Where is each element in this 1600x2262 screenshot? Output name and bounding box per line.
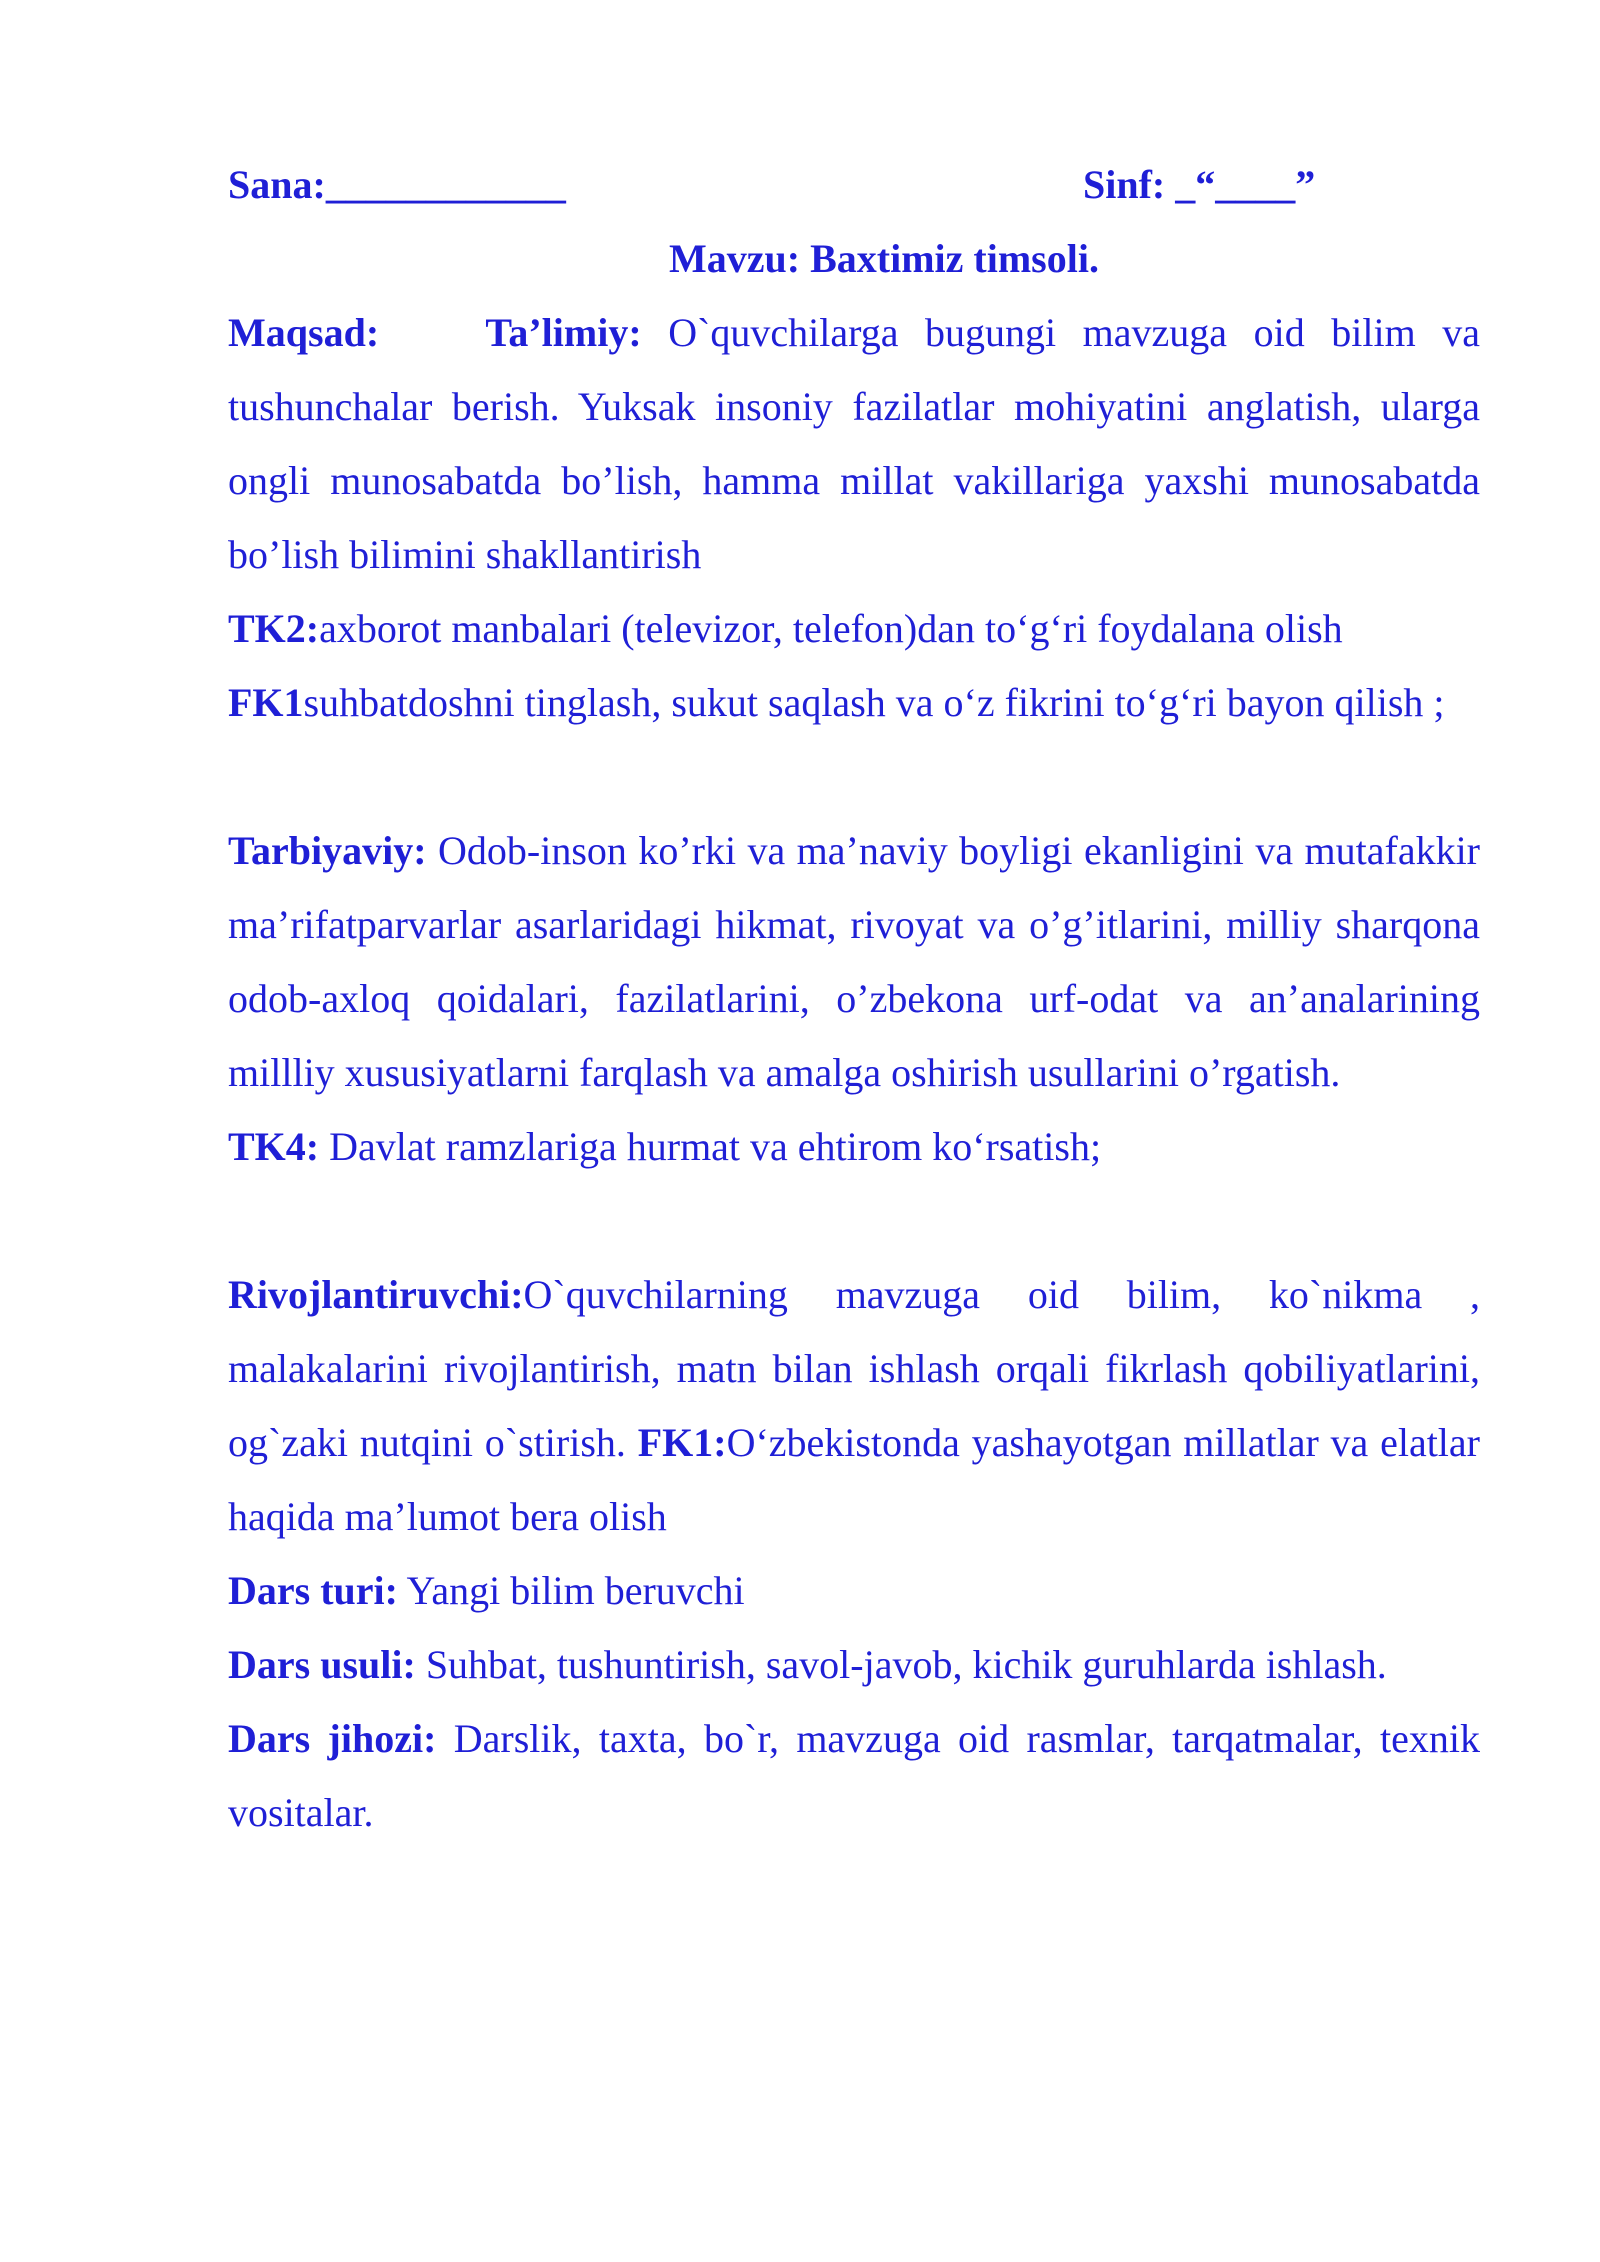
spacer [228, 1184, 1480, 1258]
dars-jihozi-paragraph [228, 1702, 1480, 1850]
tarbiyaviy-paragraph [228, 814, 1480, 1110]
fk1b-label: FK1: [637, 1420, 727, 1465]
rivojlantiruvchi-label: Rivojlantiruvchi: [228, 1272, 524, 1317]
talimiy-label: Ta’limiy: [485, 310, 642, 355]
rivojlantiruvchi-text: O`quvchilarning mavzuga oid bilim, ko`nikma , malakalarini rivojlantirish, matn bilan ishlash orqali fikrlash qobiliyatlarini, og`zaki nutqini o`stirish. [228, 1272, 1480, 1465]
fk1-label: FK1 [228, 680, 304, 725]
header-row [228, 148, 1480, 222]
fk1-text: suhbatdoshni tinglash, sukut saqlash va o‘z fikrini to‘g‘ri bayon qilish ; [303, 680, 1445, 725]
dars-usuli-text: Suhbat, tushuntirish, savol-javob, kichik guruhlarda ishlash. [425, 1642, 1387, 1687]
dars-jihozi-text: Darslik, taxta, bo`r, mavzuga oid rasmlar, tarqatmalar, texnik vositalar. [228, 1716, 1481, 1835]
sana-field: Sana:____________ [228, 162, 566, 207]
fk1-paragraph [228, 666, 1480, 740]
dars-usuli-paragraph [228, 1628, 1480, 1702]
tarbiyaviy-label: Tarbiyaviy: [228, 828, 427, 873]
sinf-field: Sinf: _“____” [1083, 162, 1316, 207]
dars-turi-text: Yangi bilim beruvchi [406, 1568, 745, 1613]
dars-jihozi-label: Dars jihozi: [228, 1716, 437, 1761]
tarbiyaviy-text: Odob-inson ko’rki va ma’naviy boyligi ekanligini va mutafakkir ma’rifatparvarlar asarlaridagi hikmat, rivoyat va o’g’itlarini, milliy sharqona odob-axloq qoidalari, fazilatlarini, o’zbekona urf-odat va an’analarining millliy xususiyatlarni farqlash va amalga oshirish usullarini o’rgatish. [228, 828, 1480, 1095]
spacer [228, 740, 1480, 814]
tk4-paragraph [228, 1110, 1480, 1184]
document-page [228, 148, 1480, 1850]
talimiy-paragraph [228, 296, 1480, 592]
talimiy-text: O`quvchilarga bugungi mavzuga oid bilim va tushunchalar berish. Yuksak insoniy fazilatlar mohiyatini anglatish, ularga ongli munosabatda bo’lish, hamma millat vakillariga yaxshi munosabatda bo’lish bilimini shakllantirish [228, 310, 1481, 577]
maqsad-label: Maqsad: [228, 310, 380, 355]
dars-turi-paragraph [228, 1554, 1480, 1628]
tk2-text: axborot manbalari (televizor, telefon)dan to‘g‘ri foydalana olish [319, 606, 1343, 651]
rivojlantiruvchi-paragraph [228, 1258, 1480, 1554]
tk4-text: Davlat ramzlariga hurmat va ehtirom ko‘rsatish; [329, 1124, 1102, 1169]
tk2-label: TK2: [228, 606, 320, 651]
dars-usuli-label: Dars usuli: [228, 1642, 416, 1687]
fk1b-text: O‘zbekistonda yashayotgan millatlar va elatlar haqida ma’lumot bera olish [228, 1420, 1480, 1539]
page-title: Mavzu: Baxtimiz timsoli. [669, 236, 1099, 281]
dars-turi-label: Dars turi: [228, 1568, 398, 1613]
tk2-paragraph [228, 592, 1480, 666]
tk4-label: TK4: [228, 1124, 320, 1169]
